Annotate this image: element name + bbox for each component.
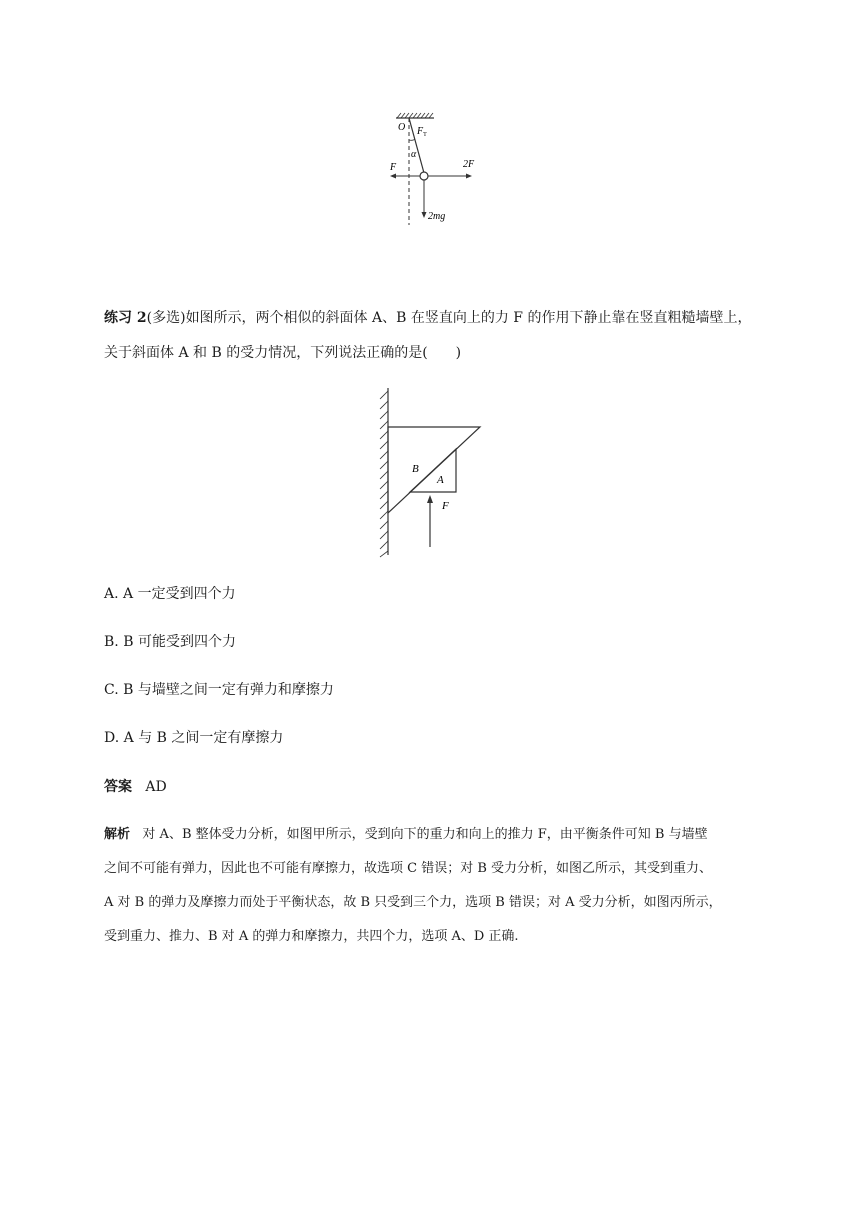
label-f: F bbox=[442, 500, 449, 512]
answer-line bbox=[104, 777, 167, 797]
option-a bbox=[104, 584, 236, 604]
label-ft: $F_T$ bbox=[417, 126, 427, 138]
label-2f: 2F bbox=[463, 159, 475, 170]
wedge-diagram bbox=[370, 385, 490, 560]
option-text: A 与 B 之间一定有摩擦力 bbox=[119, 730, 284, 746]
analysis-text-2: 之间不可能有弹力，因此也不可能有摩擦力，故选项 C 错误；对 B 受力分析，如图乙所示，其受到重力、 bbox=[104, 861, 713, 876]
analysis-text-1: 对 A、B 整体受力分析，如图甲所示，受到向下的重力和向上的推力 F，由平衡条件可知 B 与墙壁 bbox=[142, 827, 708, 842]
option-letter: D. bbox=[104, 730, 120, 746]
analysis-line-3 bbox=[104, 893, 722, 913]
option-letter: A. bbox=[104, 586, 119, 602]
question-tag: (多选) bbox=[146, 310, 186, 326]
question-text-1: 如图所示，两个相似的斜面体 A、B 在竖直向上的力 F 的作用下静止靠在竖直粗糙墙壁上， bbox=[185, 310, 752, 326]
label-f-left: F bbox=[390, 162, 397, 173]
analysis-line-4 bbox=[104, 927, 519, 947]
analysis-line-1 bbox=[104, 825, 708, 845]
option-b bbox=[104, 632, 236, 652]
label-a: A bbox=[437, 474, 444, 486]
analysis-label: 解析 bbox=[104, 827, 131, 842]
option-d bbox=[104, 728, 283, 748]
option-text: B 与墙壁之间一定有弹力和摩擦力 bbox=[118, 682, 334, 698]
label-2mg: 2mg bbox=[428, 211, 446, 222]
question-line-2 bbox=[104, 343, 461, 363]
label-o: O bbox=[398, 122, 406, 133]
question-title: 练习 2 bbox=[104, 310, 147, 326]
analysis-text-3: A 对 B 的弹力及摩擦力而处于平衡状态，故 B 只受到三个力，选项 B 错误；对 A 受力分析，如图丙所示， bbox=[104, 895, 722, 910]
label-b: B bbox=[412, 463, 419, 475]
question-text-2: 关于斜面体 A 和 B 的受力情况，下列说法正确的是( ) bbox=[104, 345, 462, 361]
answer-value: AD bbox=[145, 779, 167, 795]
answer-label: 答案 bbox=[104, 779, 132, 795]
analysis-line-2 bbox=[104, 859, 712, 879]
option-text: A 一定受到四个力 bbox=[118, 586, 236, 602]
option-letter: C. bbox=[104, 682, 119, 698]
analysis-text-4: 受到重力、推力、B 对 A 的弹力和摩擦力，共四个力，选项 A、D 正确. bbox=[104, 929, 519, 944]
option-letter: B. bbox=[104, 634, 119, 650]
label-alpha: α bbox=[411, 149, 417, 160]
force-diagram-pendulum bbox=[380, 110, 490, 230]
option-text: B 可能受到四个力 bbox=[118, 634, 236, 650]
question-line-1 bbox=[104, 308, 751, 328]
option-c bbox=[104, 680, 334, 700]
